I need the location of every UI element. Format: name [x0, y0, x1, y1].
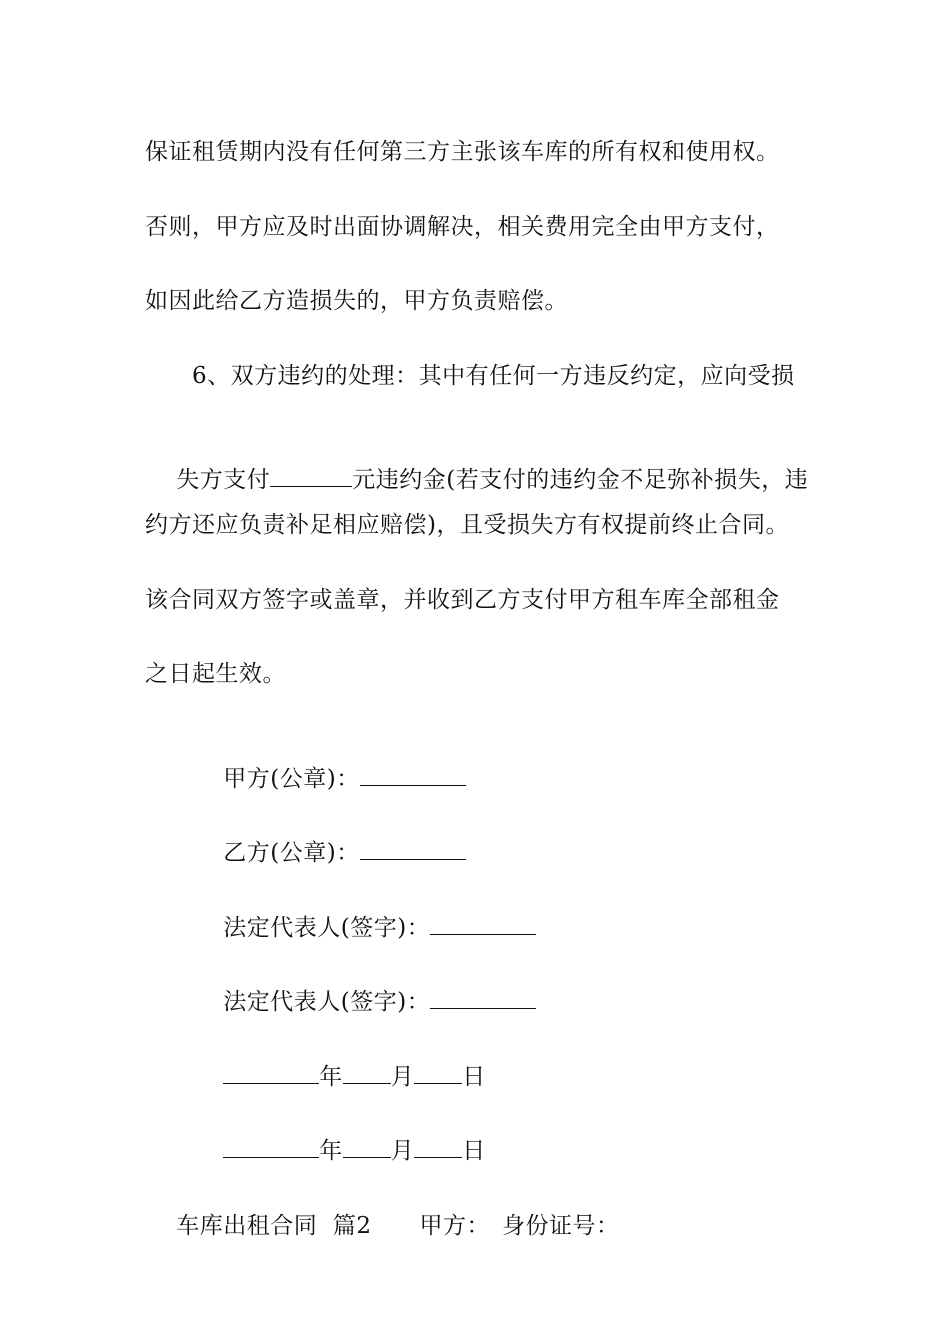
- signature-blank: [360, 765, 466, 786]
- year-blank: [223, 1137, 319, 1158]
- year-label: 年: [319, 1064, 343, 1090]
- contract-title: 车库出租合同 篇2: [176, 1213, 372, 1239]
- paragraph-line: 如因此给乙方造损失的，甲方负责赔偿。: [145, 288, 568, 314]
- signature-label: 法定代表人(签字)：: [223, 915, 431, 941]
- day-blank: [414, 1137, 462, 1158]
- year-label: 年: [319, 1138, 343, 1164]
- paragraph-line: 约方还应负责补足相应赔偿)，且受损失方有权提前终止合同。: [145, 512, 789, 538]
- paragraph-line: 6、双方违约的处理：其中有任何一方违反约定，应向受损: [192, 363, 795, 389]
- month-blank: [343, 1063, 391, 1084]
- signature-label: 甲方(公章)：: [223, 766, 360, 792]
- footer-line: [145, 1181, 620, 1271]
- signature-label: 法定代表人(签字)：: [223, 989, 431, 1015]
- text-segment: 失方支付: [176, 467, 271, 493]
- signature-label: 乙方(公章)：: [223, 840, 360, 866]
- day-label: 日: [462, 1064, 486, 1090]
- signature-blank: [430, 988, 536, 1009]
- month-blank: [343, 1137, 391, 1158]
- text-segment: 元违约金(若支付的违约金不足弥补损失，违: [352, 467, 809, 493]
- year-blank: [223, 1063, 319, 1084]
- fill-in-blank: [270, 466, 352, 487]
- signature-blank: [430, 914, 536, 935]
- day-blank: [414, 1063, 462, 1084]
- paragraph-line: 保证租赁期内没有任何第三方主张该车库的所有权和使用权。: [145, 139, 780, 165]
- party-a-label: 甲方：: [419, 1213, 491, 1239]
- month-label: 月: [390, 1064, 415, 1090]
- paragraph-line: 该合同双方签字或盖章，并收到乙方支付甲方租车库全部租金: [145, 587, 780, 613]
- signature-blank: [360, 839, 466, 860]
- id-number-label: 身份证号：: [502, 1213, 620, 1239]
- paragraph-line: 之日起生效。: [145, 661, 286, 687]
- paragraph-line: 否则，甲方应及时出面协调解决，相关费用完全由甲方支付，: [145, 214, 780, 240]
- month-label: 月: [390, 1138, 415, 1164]
- day-label: 日: [462, 1138, 486, 1164]
